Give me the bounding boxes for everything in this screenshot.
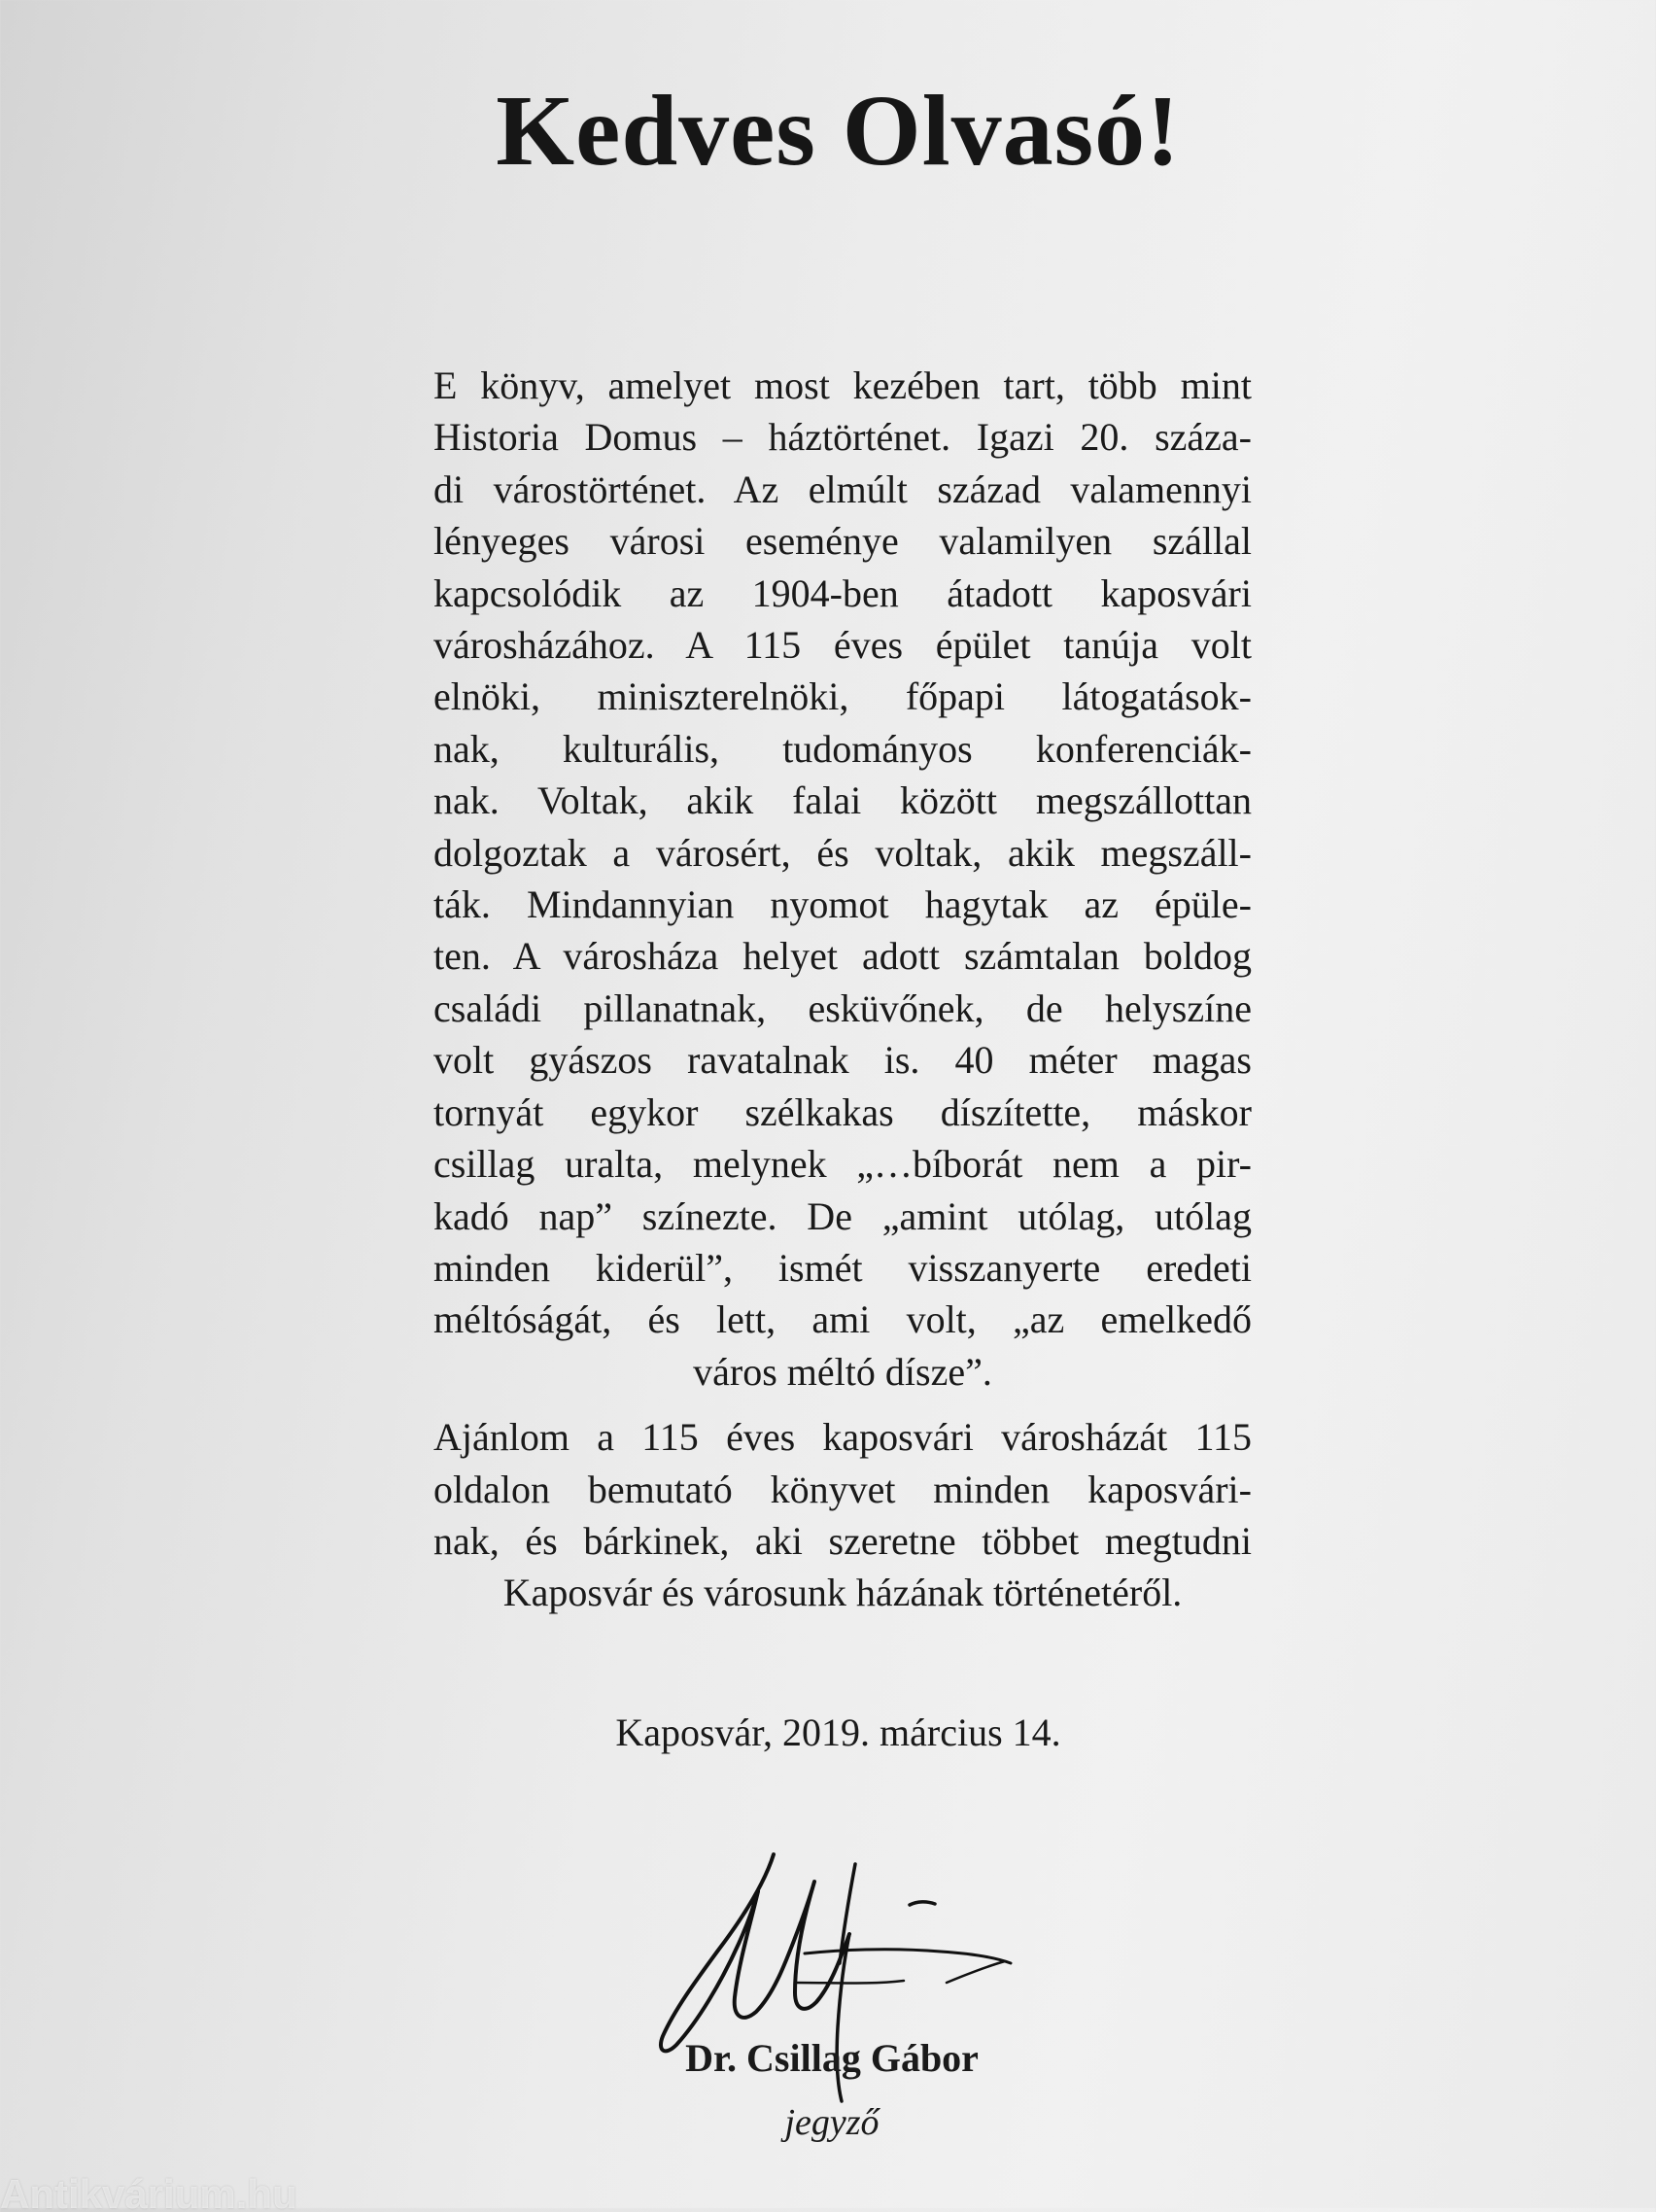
- text-line: nak. Voltak, akik falai között megszállottan: [433, 778, 1252, 823]
- text-line: csillag uralta, melynek „…bíborát nem a pir-: [433, 1142, 1252, 1187]
- text-line: Ajánlom a 115 éves kaposvári városházát 115: [433, 1415, 1252, 1460]
- text-line: dolgoztak a városért, és voltak, akik megszáll-: [433, 830, 1252, 875]
- text-line: ten. A városháza helyet adott számtalan boldog: [433, 934, 1252, 979]
- text-line: tornyát egykor szélkakas díszítette, máskor: [433, 1089, 1252, 1134]
- signer-role: jegyző: [784, 2102, 880, 2143]
- text-line: családi pillanatnak, esküvőnek, de helyszíne: [433, 985, 1252, 1030]
- text-line: kadó nap” színezte. De „amint utólag, utólag: [433, 1193, 1252, 1238]
- text-line: Historia Domus – háztörténet. Igazi 20. száza-: [433, 415, 1252, 460]
- text-line: nak, és bárkinek, aki szeretne többet megtudni: [433, 1518, 1252, 1563]
- watermark: Antikvárium.hu: [0, 2173, 297, 2212]
- text-line: elnöki, miniszterelnöki, főpapi látogatások-: [433, 674, 1252, 719]
- text-line: minden kiderül”, ismét visszanyerte eredeti: [433, 1245, 1252, 1290]
- text-line: kapcsolódik az 1904-ben átadott kaposvári: [433, 570, 1252, 615]
- signer-name: Dr. Csillag Gábor: [685, 2036, 979, 2080]
- text-line: E könyv, amelyet most kezében tart, több mint: [433, 363, 1252, 407]
- text-line: ták. Mindannyian nyomot hagytak az épüle-: [433, 882, 1252, 927]
- text-line: méltóságát, és lett, ami volt, „az emelkedő: [433, 1297, 1252, 1342]
- text-line: volt gyászos ravatalnak is. 40 méter magas: [433, 1038, 1252, 1083]
- text-line: város méltó dísze”.: [693, 1349, 992, 1394]
- text-line: Kaposvár és városunk házának történetéről.: [502, 1571, 1183, 1615]
- letter-body: [433, 360, 1252, 1619]
- text-line: városházához. A 115 éves épület tanúja volt: [433, 623, 1252, 668]
- text-line: di várostörténet. Az elmúlt század valamennyi: [433, 467, 1252, 511]
- text-line: oldalon bemutató könyvet minden kaposvári-: [433, 1467, 1252, 1511]
- paragraph-2: [433, 1411, 1252, 1619]
- text-line: lényeges városi eseménye valamilyen szállal: [433, 519, 1252, 564]
- date-line: Kaposvár, 2019. március 14.: [615, 1711, 1061, 1754]
- page-title: Kedves Olvasó!: [496, 75, 1181, 187]
- paragraph-1: [433, 360, 1252, 1398]
- text-line: nak, kulturális, tudományos konferenciák-: [433, 726, 1252, 771]
